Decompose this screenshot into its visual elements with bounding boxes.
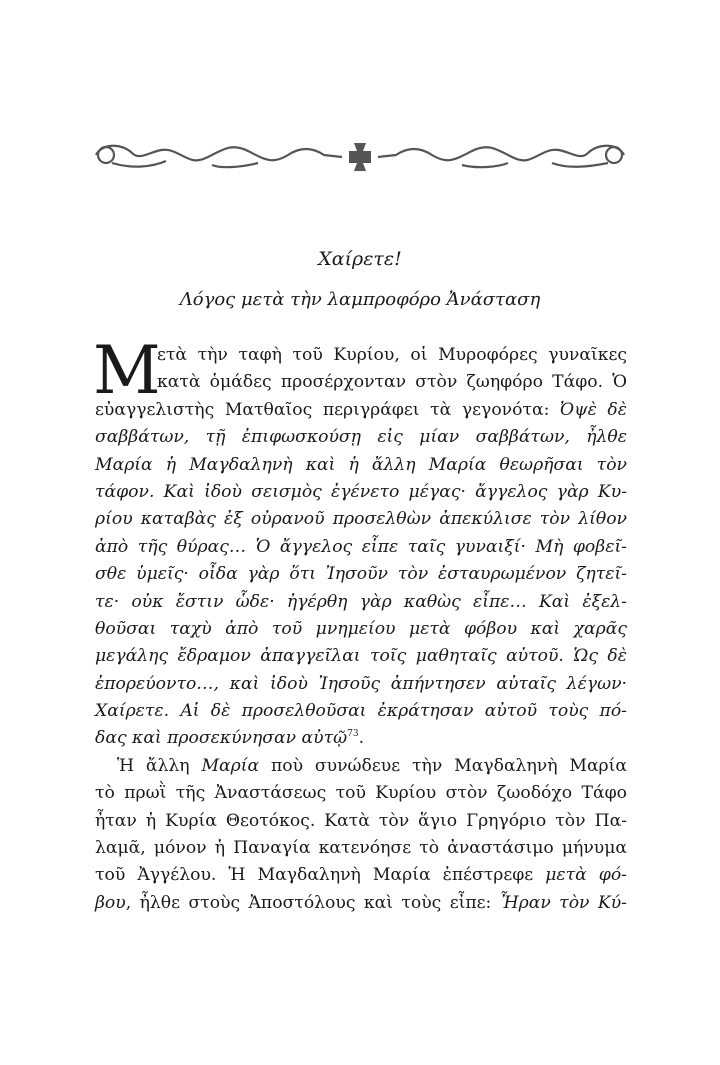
chapter-subtitle: Λόγος μετὰ τὴν λαμπροφόρο Ἀνάσταση	[179, 289, 541, 310]
text-line: ρίου καταβὰς ἐξ οὐρανοῦ προσελθὼν ἀπεκύλισε τὸν λίθον	[95, 509, 627, 530]
text-line: τε· οὐκ ἔστιν ὧδε· ἠγέρθη γὰρ καθὼς εἶπε… Καὶ ἐξελ-	[95, 591, 627, 612]
text-line: δας καὶ προσεκύνησαν αὐτῷ$^{73}$.	[95, 728, 365, 749]
text-line: λαμᾶ, μόνον ἡ Παναγία κατενόησε τὸ ἀναστάσιμο μήνυμα	[95, 838, 627, 859]
text-line: θοῦσαι ταχὺ ἀπὸ τοῦ μνημείου μετὰ φόβου καὶ χαρᾶς	[95, 618, 627, 639]
text-line: Ἡ ἄλλη Μαρία ποὺ συνώδευε τὴν Μαγδαληνὴ Μαρία	[117, 755, 627, 776]
text-line: σαββάτων, τῇ ἐπιφωσκούσῃ εἰς μίαν σαββάτων, ἦλθε	[95, 427, 627, 448]
footnote-ref[interactable]: 73	[347, 729, 359, 740]
text-line: ἦταν ἡ Κυρία Θεοτόκος. Κατὰ τὸν ἅγιο Γρηγόριο τὸν Πα-	[95, 810, 627, 831]
text-line: τοῦ Ἀγγέλου. Ἡ Μαγδαληνὴ Μαρία ἐπέστρεφε μετὰ φό-	[95, 865, 627, 886]
text-line: μεγάλης ἔδραμον ἀπαγγεῖλαι τοῖς μαθηταῖς αὐτοῦ. Ὡς δὲ	[95, 646, 627, 667]
ornamental-divider-icon	[92, 137, 628, 173]
text-line: ἐπορεύοντο…, καὶ ἰδοὺ Ἰησοῦς ἀπήντησεν αὐταῖς λέγων·	[95, 673, 627, 694]
text-line: τάφον. Καὶ ἰδοὺ σεισμὸς ἐγένετο μέγας· ἄγγελος γὰρ Κυ-	[95, 481, 627, 502]
text-line: Μαρία ἡ Μαγδαληνὴ καὶ ἡ ἄλλη Μαρία θεωρῆσαι τὸν	[95, 454, 627, 475]
text-line: σθε ὑμεῖς· οἶδα γὰρ ὅτι Ἰησοῦν τὸν ἐσταυρωμένον ζητεῖ-	[95, 564, 627, 585]
text-line: τὸ πρωῒ τῆς Ἀναστάσεως τοῦ Κυρίου στὸν ζωοδόχο Τάφο	[95, 783, 627, 804]
text-line: Χαίρετε. Αἱ δὲ προσελθοῦσαι ἐκράτησαν αὐτοῦ τοὺς πό-	[95, 701, 627, 722]
drop-cap: Μ	[93, 332, 161, 409]
body-text	[93, 332, 627, 917]
text-line: ἀπὸ τῆς θύρας… Ὁ ἄγγελος εἶπε ταῖς γυναιξί· Μὴ φοβεῖ-	[95, 536, 627, 557]
text-line: εὐαγγελιστὴς Ματθαῖος περιγράφει τὰ γεγονότα: Ὀψὲ δὲ	[95, 399, 627, 420]
text-line: βου, ἦλθε στοὺς Ἀποστόλους καὶ τοὺς εἶπε: Ἦραν τὸν Κύ-	[95, 892, 627, 913]
chapter-title: Χαίρετε!	[318, 248, 402, 270]
text-line: ετὰ τὴν ταφὴ τοῦ Κυρίου, οἱ Μυροφόρες γυναῖκες	[157, 345, 627, 365]
text-line: κατὰ ὁμάδες προσέρχονταν στὸν ζωηφόρο Τάφο. Ὁ	[157, 372, 627, 393]
